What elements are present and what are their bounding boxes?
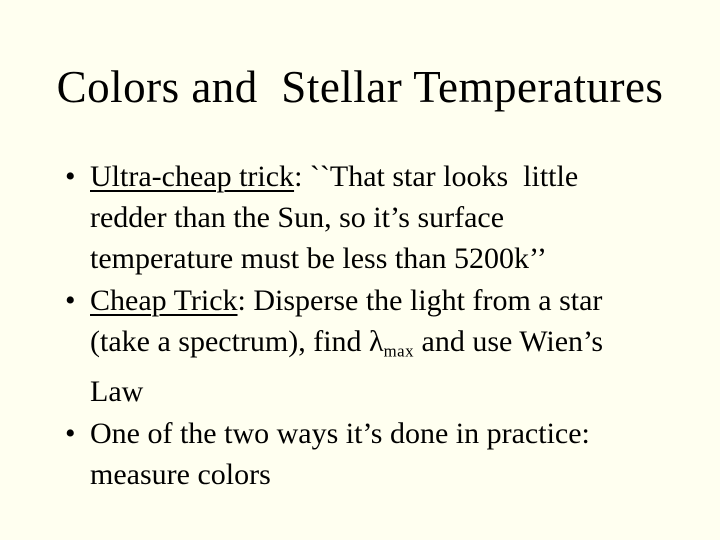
text-segment: One of the two ways it’s done in practice: (90, 417, 590, 451)
text-segment: temperature must be less than 5200k’’ (90, 242, 547, 275)
text-segment: measure colors (90, 458, 271, 492)
bullet-item (64, 280, 700, 412)
text-line (90, 371, 700, 412)
bullet-list (64, 156, 700, 496)
text-segment: : Disperse the light from a star (237, 284, 603, 317)
text-line (90, 454, 700, 495)
underlined-segment: Cheap Trick (90, 284, 238, 317)
text-line (90, 413, 700, 454)
bullet-item (64, 156, 700, 279)
text-segment: Law (90, 375, 144, 409)
bullet-icon: • (65, 160, 76, 193)
subscript-segment: max (383, 341, 415, 361)
underlined-segment: Ultra-cheap trick (90, 160, 295, 193)
text-segment: (take a spectrum), find λ (90, 325, 384, 358)
bullet-item (64, 413, 700, 495)
text-segment: redder than the Sun, so it’s surface (90, 201, 505, 234)
text-segment: : ``That star looks little (294, 160, 579, 193)
text-line (90, 238, 700, 279)
bullet-icon: • (65, 417, 76, 451)
text-line (90, 156, 700, 197)
text-segment: and use Wien’s (414, 325, 604, 358)
text-line (90, 321, 700, 371)
slide-title: Colors and Stellar Temperatures (56, 62, 664, 112)
bullet-icon: • (65, 284, 76, 317)
text-line (90, 197, 700, 238)
text-line (90, 280, 700, 321)
